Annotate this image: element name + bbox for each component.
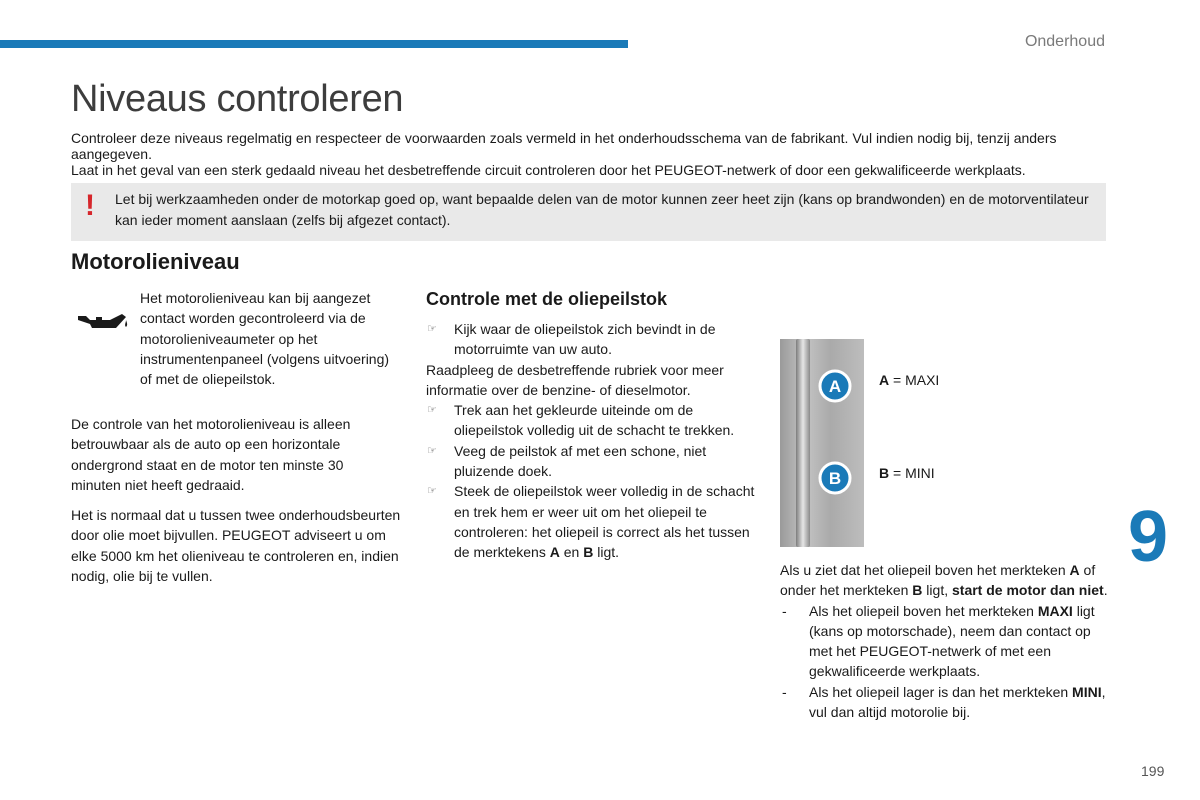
intro-line-1: Controleer deze niveaus regelmatig en respecteer de voorwaarden zoals vermeld in het onderhoudsschema van de fabrikant. Vul indien nodig bij, tenzij anders aangegeven. <box>71 130 1057 162</box>
level-warning-text <box>780 560 1110 722</box>
list-item: - Als het oliepeil lager is dan het merkteken MINI, vul dan altijd motorolie bij. <box>782 683 1106 721</box>
header-accent-bar <box>0 40 628 48</box>
intro-text <box>71 130 1111 178</box>
step-note: Raadpleeg de desbetreffende rubriek voor meer informatie over de benzine- of dieselmotor. <box>426 361 724 398</box>
exclamation-icon: ! <box>85 189 95 222</box>
warning-box <box>71 183 1106 241</box>
list-item: ☞ Veeg de peilstok af met een schone, niet pluizende doek. <box>427 442 707 480</box>
oil-gauge-text: Het motorolieniveau kan bij aangezet contact worden gecontroleerd via de motorolieniveaumeter op het instrumentenpaneel (volgens uitvoering) of met de oliepeilstok. <box>140 290 390 388</box>
oil-check-condition-text: De controle van het motorolieniveau is alleen betrouwbaar als de auto op een horizontale ondergrond staat en de motor ten minste 30 minuten niet heeft gedraaid. <box>71 416 351 493</box>
dipstick-rod <box>796 339 810 547</box>
list-item: - Als het oliepeil boven het merkteken MAXI ligt (kans op motorschade), neem dan contact op met het PEUGEOT-netwerk of met een gekwalificeerde werkplaats. <box>782 602 1095 680</box>
list-item: ☞ Steek de oliepeilstok weer volledig in de schacht en trek hem er weer uit om het oliepeil te controleren: het oliepeil is correct als het tussen de merktekens A en B ligt. <box>427 483 755 561</box>
oil-can-icon <box>76 308 130 334</box>
marker-b-badge <box>818 461 852 495</box>
list-item: ☞ Trek aan het gekleurde uiteinde om de oliepeilstok volledig uit de schacht te trekken. <box>427 402 735 439</box>
pointing-hand-icon: ☞ <box>427 485 437 498</box>
level-intro: Als u ziet dat het oliepeil boven het merkteken A of onder het merkteken B ligt, start de motor dan niet. <box>780 562 1108 599</box>
svg-text:A: A <box>828 377 842 396</box>
list-item: ☞ Kijk waar de oliepeilstok zich bevindt in de motorruimte van uw auto. <box>427 321 716 358</box>
svg-text:B: B <box>828 469 842 488</box>
legend-mini: B = MINI <box>879 465 935 481</box>
page-title: Niveaus controleren <box>71 78 404 120</box>
chapter-number: 9 <box>1128 497 1169 577</box>
legend-maxi: A = MAXI <box>879 372 940 388</box>
page-number: 199 <box>1141 763 1165 779</box>
section-name: Onderhoud <box>1024 33 1105 50</box>
dipstick-illustration <box>780 339 864 547</box>
warning-text: Let bij werkzaamheden onder de motorkap goed op, want bepaalde delen van de motor kunnen zeer heet zijn (kans op brandwonden) en de motorventilateur kan ieder moment aanslaan (zelfs bij afgezet contact). <box>115 191 1089 228</box>
intro-line-2: Laat in het geval van een sterk gedaald niveau het desbetreffende circuit controleren door het PEUGEOT-netwerk of door een gekwalificeerde werkplaats. <box>71 162 1026 178</box>
dipstick-steps <box>426 319 756 563</box>
oil-topup-advice-text: Het is normaal dat u tussen twee onderhoudsbeurten door olie moet bijvullen. PEUGEOT adviseert u om elke 5000 km het olieniveau te controleren en, indien nodig, olie bij te vullen. <box>71 507 401 584</box>
pointing-hand-icon: ☞ <box>427 323 437 335</box>
marker-a-badge <box>818 369 852 403</box>
pointing-hand-icon: ☞ <box>427 444 437 457</box>
pointing-hand-icon: ☞ <box>427 404 437 417</box>
subheading-dipstick: Controle met de oliepeilstok <box>426 289 668 309</box>
section-heading-motorolie: Motorolieniveau <box>71 249 240 274</box>
